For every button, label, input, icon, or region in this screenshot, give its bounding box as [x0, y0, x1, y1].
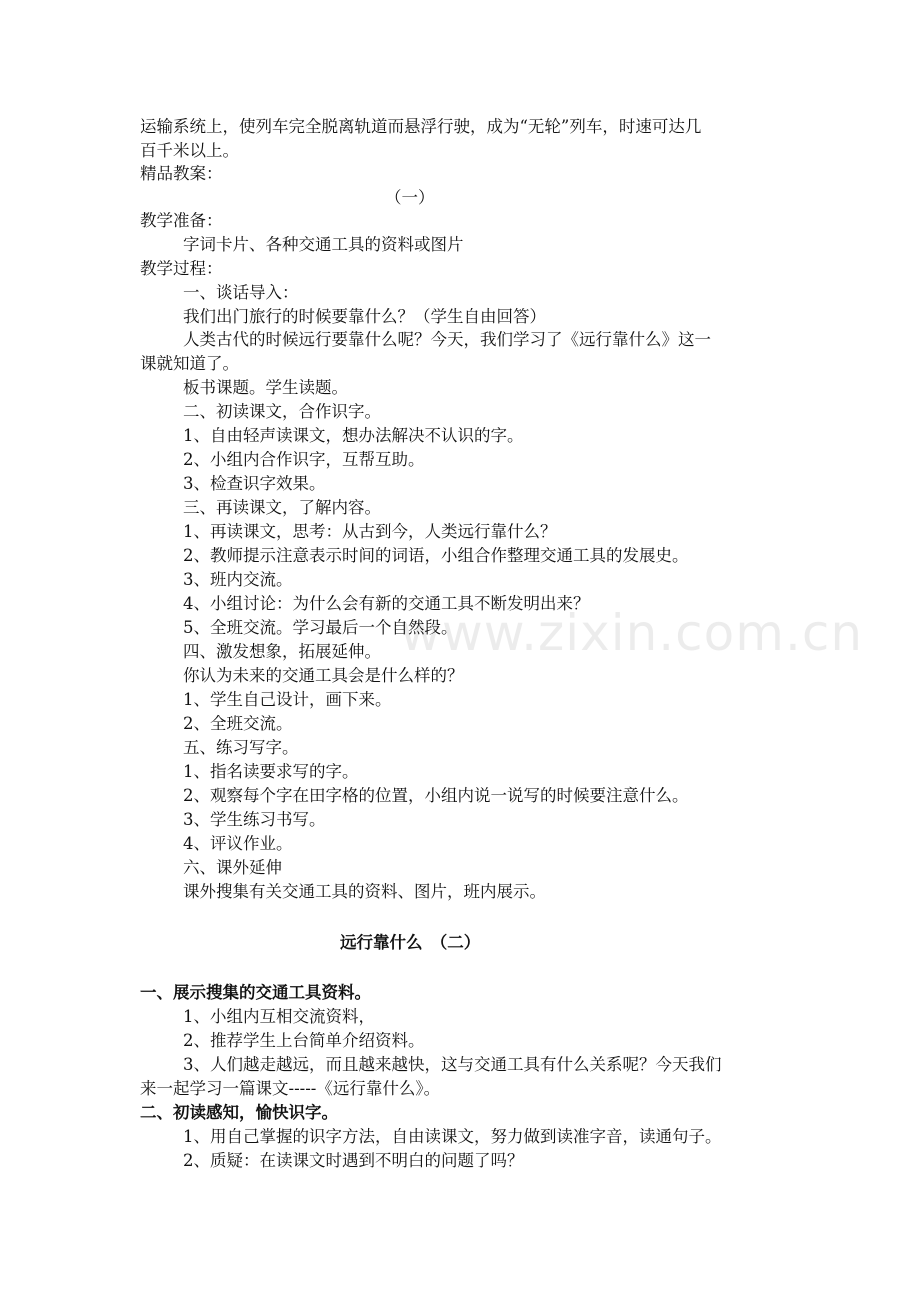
text-line: 课外搜集有关交通工具的资料、图片，班内展示。: [183, 882, 546, 901]
text-line: 1、自由轻声读课文，想办法解决不认识的字。: [183, 426, 524, 445]
text-line: 教学准备：: [140, 211, 223, 230]
text-line: 运输系统上，使列车完全脱离轨道而悬浮行驶，成为“无轮”列车，时速可达几: [140, 117, 702, 136]
text-line: 你认为未来的交通工具会是什么样的？: [183, 666, 464, 685]
text-line: 百千米以上。: [140, 141, 239, 160]
text-line: 1、再读课文，思考：从古到今，人类远行靠什么？: [183, 522, 557, 541]
text-line: 3、班内交流。: [183, 570, 293, 589]
text-line: 来一起学习一篇课文-----《远行靠什么》。: [140, 1079, 441, 1098]
text-line: 三、再读课文，了解内容。: [183, 498, 381, 517]
text-line: 四、激发想象，拓展延伸。: [183, 642, 381, 661]
text-line: 1、学生自己设计，画下来。: [183, 690, 392, 709]
text-line: 2、质疑：在读课文时遇到不明白的问题了吗？: [183, 1151, 524, 1170]
text-line: 2、推荐学生上台简单介绍资料。: [183, 1031, 425, 1050]
section-heading: 二、初读感知，愉快识字。: [140, 1103, 338, 1122]
text-line: 精品教案：: [140, 164, 223, 183]
text-line: 3、人们越走越远，而且越来越快，这与交通工具有什么关系呢？今天我们: [183, 1055, 722, 1074]
text-line: 3、学生练习书写。: [183, 810, 326, 829]
section-heading: 一、展示搜集的交通工具资料。: [140, 983, 371, 1002]
text-line: 4、评议作业。: [183, 834, 293, 853]
text-line: 板书课题。学生读题。: [183, 378, 348, 397]
watermark: www.zixin.com.cn: [400, 604, 864, 662]
text-line: 六、课外延伸: [183, 858, 282, 877]
text-line: 一、谈话导入：: [183, 283, 299, 302]
text-line: 1、指名读要求写的字。: [183, 762, 359, 781]
text-line: 1、小组内互相交流资料，: [183, 1007, 375, 1026]
text-line: 2、观察每个字在田字格的位置，小组内说一说写的时候要注意什么。: [183, 786, 689, 805]
section-number: （一）: [385, 188, 435, 207]
text-line: 5、全班交流。学习最后一个自然段。: [183, 618, 458, 637]
text-line: 4、小组讨论：为什么会有新的交通工具不断发明出来？: [183, 594, 590, 613]
text-line: 2、教师提示注意表示时间的词语，小组合作整理交通工具的发展史。: [183, 546, 689, 565]
text-line: 2、小组内合作识字，互帮互助。: [183, 450, 425, 469]
text-line: 2、全班交流。: [183, 714, 293, 733]
text-line: 1、用自己掌握的识字方法，自由读课文，努力做到读准字音，读通句子。: [183, 1127, 722, 1146]
text-line: 字词卡片、各种交通工具的资料或图片: [183, 235, 464, 254]
text-line: 教学过程：: [140, 259, 223, 278]
text-line: 课就知道了。: [140, 354, 239, 373]
text-line: 人类古代的时候远行要靠什么呢？今天，我们学习了《远行靠什么》这一: [183, 330, 711, 349]
lesson-title: 远行靠什么 （二）: [340, 933, 481, 952]
text-line: 3、检查识字效果。: [183, 474, 326, 493]
text-line: 五、练习写字。: [183, 738, 299, 757]
text-line: 二、初读课文，合作识字。: [183, 402, 381, 421]
text-line: 我们出门旅行的时候要靠什么？（学生自由回答）: [183, 307, 546, 326]
